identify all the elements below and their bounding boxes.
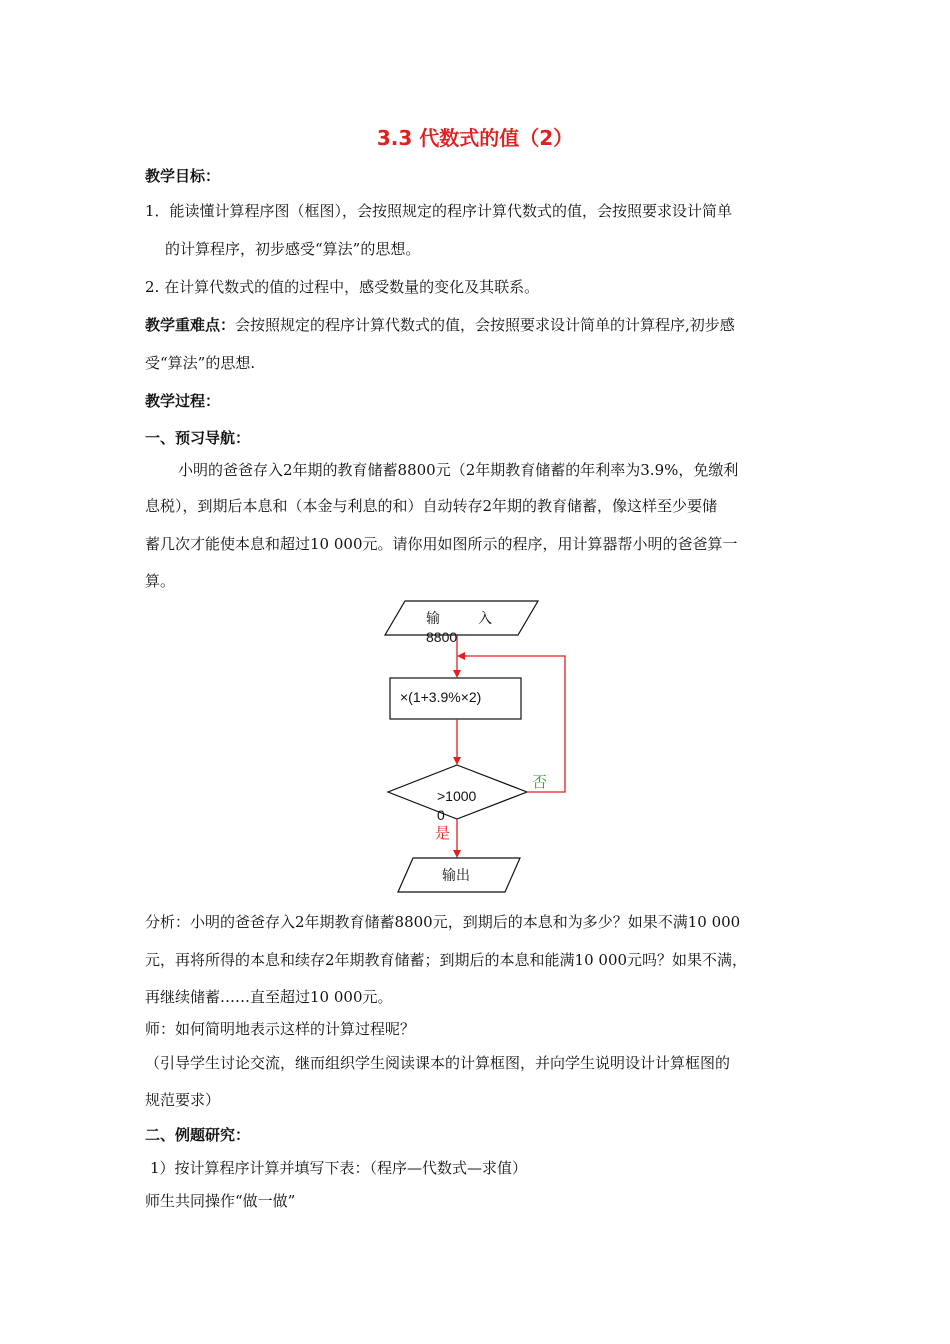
section2-item-2: 师生共同操作“做一做”	[145, 1192, 296, 1210]
section1-paragraph-line-1: 小明的爸爸存入2年期的教育储蓄8800元（2年期教育储蓄的年利率为3.9%，免缴利	[178, 461, 739, 479]
flowchart-graphic	[380, 598, 570, 898]
input-label-1: 输	[426, 610, 440, 626]
key-points-text: 会按照规定的程序计算代数式的值，会按照要求设计简单的计算程序,初步感	[235, 316, 735, 334]
guide-line-2: 规范要求）	[145, 1091, 221, 1109]
section2-heading: 二、例题研究：	[145, 1126, 251, 1144]
key-points-line-2: 受“算法”的思想.	[145, 354, 256, 372]
objective-1-line-2: 的计算程序，初步感受“算法”的思想。	[165, 240, 421, 258]
analysis-line-3: 再继续储蓄……直至超过10 000元。	[145, 988, 393, 1006]
section1-paragraph-line-3: 蓄几次才能使本息和超过10 000元。请你用如图所示的程序，用计算器帮小明的爸爸算一	[145, 535, 738, 553]
key-points-line-1	[145, 314, 735, 335]
objectives-heading: 教学目标：	[145, 167, 221, 185]
output-label: 输出	[442, 867, 470, 883]
condition-label-line-2: 0	[437, 807, 445, 823]
guide-line-1: （引导学生讨论交流，继而组织学生阅读课本的计算框图，并向学生说明设计计算框图的	[145, 1054, 731, 1072]
process-heading: 教学过程：	[145, 392, 221, 410]
input-parallelogram	[385, 601, 538, 635]
section1-paragraph-line-2: 息税），到期后本息和（本金与利息的和）自动转存2年期的教育储蓄，像这样至少要储	[145, 497, 718, 515]
process-label: ×(1+3.9%×2)	[400, 689, 482, 705]
key-points-label: 教学重难点：	[145, 316, 236, 334]
section2-item-1: 1）按计算程序计算并填写下表：（程序—代数式—求值）	[150, 1159, 528, 1177]
teacher-line: 师：如何简明地表示这样的计算过程呢？	[145, 1020, 416, 1038]
page-title: 3.3 代数式的值（2）	[376, 126, 574, 150]
analysis-line-1: 分析：小明的爸爸存入2年期教育储蓄8800元，到期后的本息和为多少？如果不满10 000	[145, 913, 741, 931]
objective-1-line-1: 1．能读懂计算程序图（框图），会按照规定的程序计算代数式的值，会按照要求设计简单	[145, 202, 733, 220]
input-label-2: 入	[478, 610, 492, 626]
flowchart	[380, 598, 570, 898]
condition-label-line-1: >1000	[437, 788, 477, 804]
input-value: 8800	[426, 629, 458, 645]
objective-2: 2. 在计算代数式的值的过程中，感受数量的变化及其联系。	[145, 278, 540, 296]
section1-heading: 一、预习导航：	[145, 429, 251, 447]
no-label: 否	[532, 773, 548, 791]
yes-label: 是	[435, 824, 451, 842]
section1-paragraph-line-4: 算。	[145, 572, 176, 590]
analysis-line-2: 元，再将所得的本息和续存2年期教育储蓄；到期后的本息和能满10 000元吗？如果不满，	[145, 951, 748, 969]
